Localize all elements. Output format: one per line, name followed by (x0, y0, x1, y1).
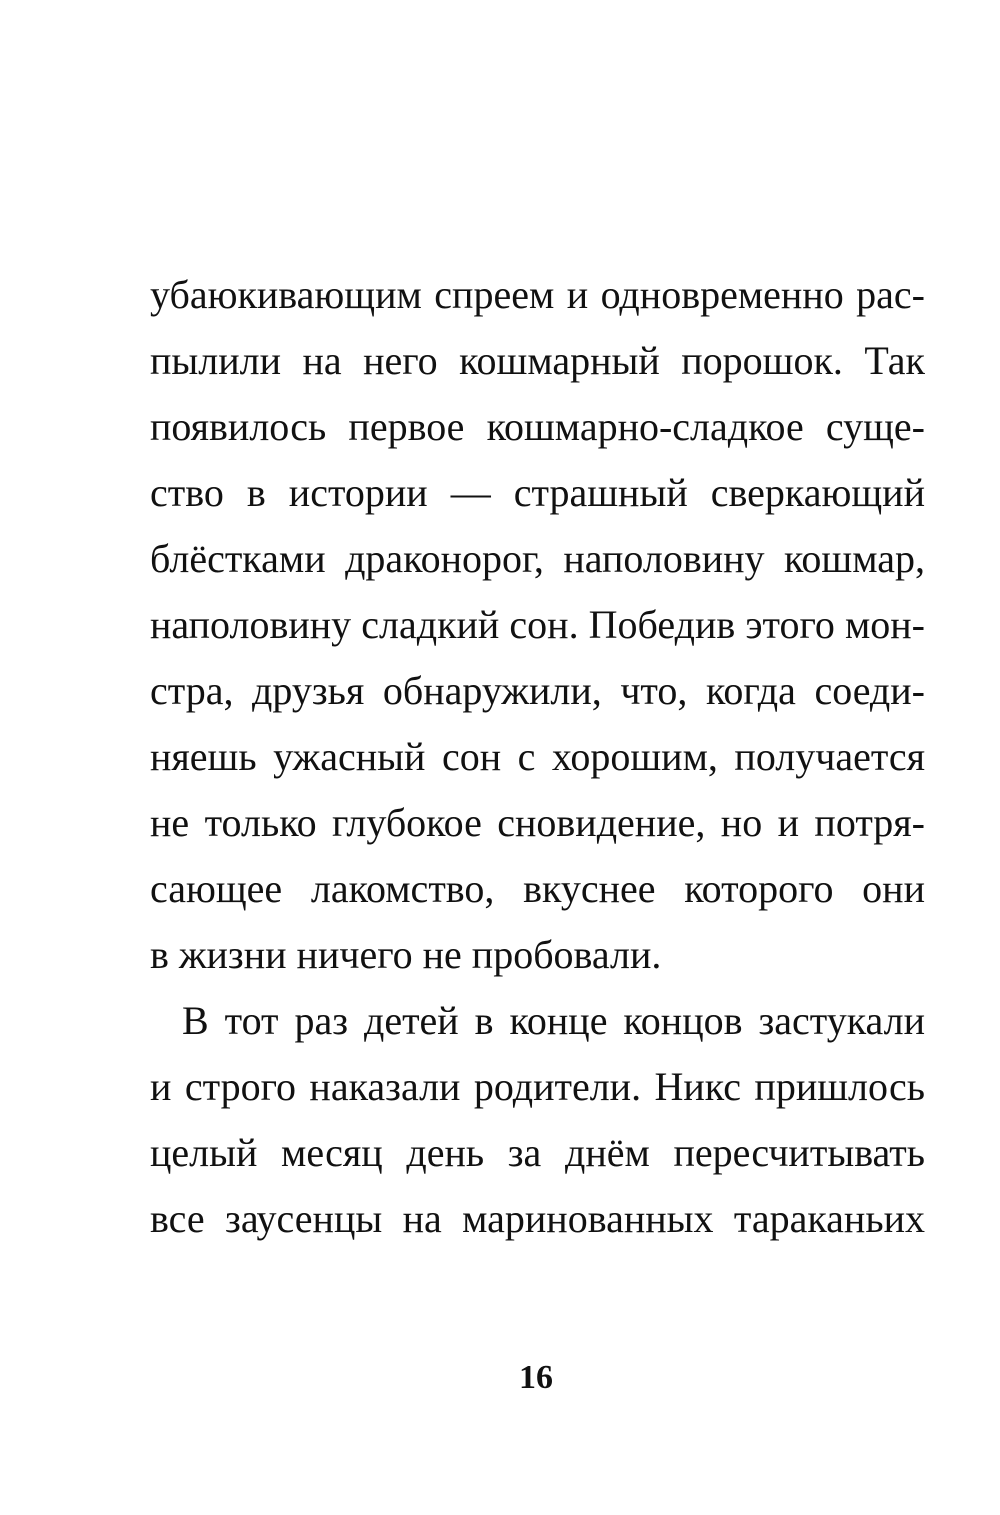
text-line: не только глубокое сновидение, но и потря- (150, 800, 925, 845)
text-line: целый месяц день за днём пересчитывать (150, 1130, 925, 1175)
body-text (150, 262, 925, 1252)
text-line: пылили на него кошмарный порошок. Так (150, 338, 925, 383)
text-line: все заусенцы на маринованных тараканьих (150, 1196, 925, 1241)
text-line: ство в истории — страшный сверкающий (150, 470, 925, 515)
paragraph-2 (150, 988, 925, 1252)
text-line: сающее лакомство, вкуснее которого они (150, 866, 925, 911)
paragraph-1 (150, 262, 925, 988)
text-line: в жизни ничего не пробовали. (150, 932, 662, 977)
page-number: 16 (519, 1359, 553, 1396)
text-line: стра, друзья обнаружили, что, когда соеди- (150, 668, 925, 713)
text-line: блёстками драконорог, наполовину кошмар, (150, 536, 925, 581)
text-line: убаюкивающим спреем и одновременно рас- (150, 272, 925, 317)
text-line: наполовину сладкий сон. Победив этого мон- (150, 602, 925, 647)
text-line: В тот раз детей в конце концов застукали (182, 998, 925, 1043)
text-line: появилось первое кошмарно-сладкое суще- (150, 404, 925, 449)
text-line: няешь ужасный сон с хорошим, получается (150, 734, 925, 779)
text-line: и строго наказали родители. Никс пришлось (150, 1064, 925, 1109)
